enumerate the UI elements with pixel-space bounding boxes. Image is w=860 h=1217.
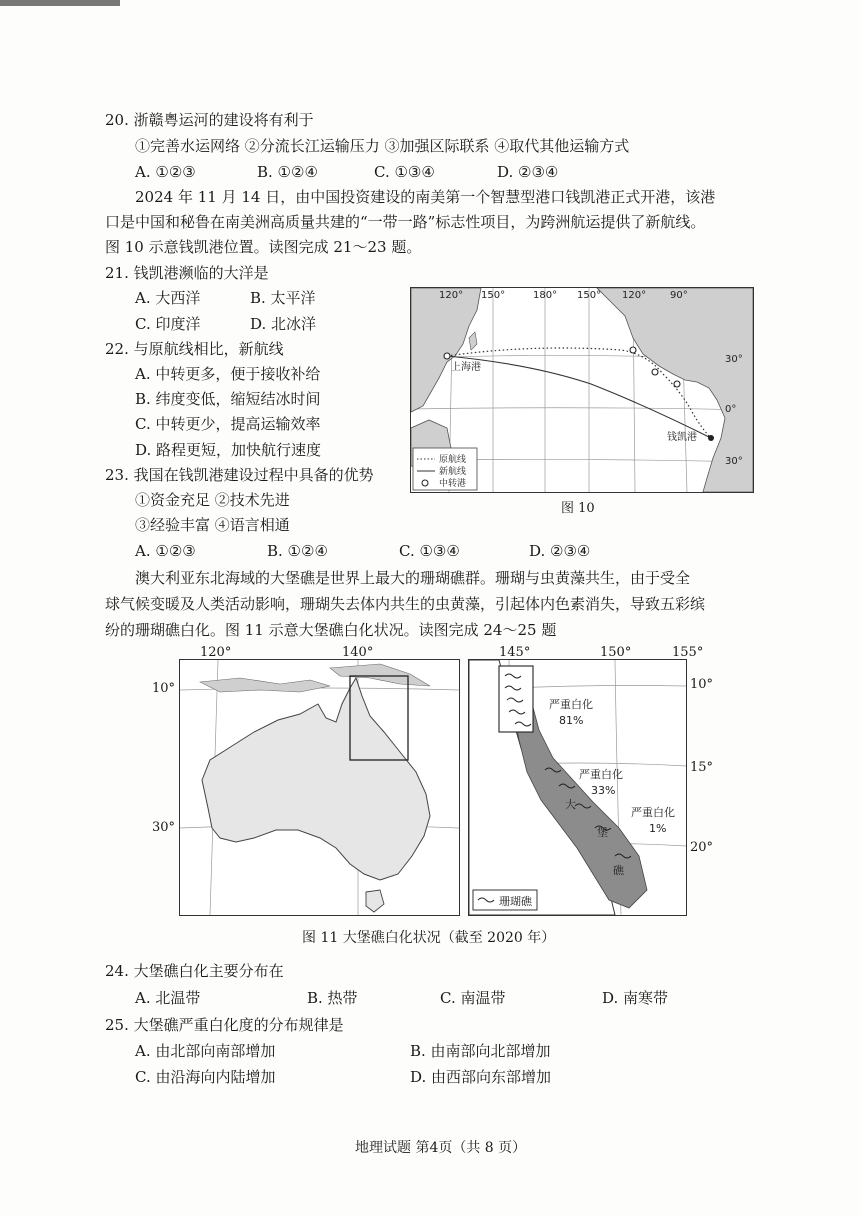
q22-stem: 22. 与原航线相比，新航线	[105, 340, 284, 358]
q24-option-d: D. 南寒带	[602, 989, 669, 1007]
fig11-bleach-pct-middle: 33%	[591, 784, 616, 797]
fig10-legend-transit-port: 中转港	[439, 479, 467, 489]
q20-option-d: D. ②③④	[497, 163, 559, 181]
q23-option-c: C. ①③④	[399, 542, 460, 560]
q23-stem: 23. 我国在钱凯港建设过程中具备的优势	[105, 466, 374, 484]
q20-option-b: B. ①②④	[257, 163, 318, 181]
q25-option-a: A. 由北部向南部增加	[135, 1042, 276, 1060]
fig11-reef-char-2: 堡	[597, 826, 608, 839]
q21-option-d: D. 北冰洋	[250, 315, 317, 333]
fig11-legend-reef: 珊瑚礁	[499, 895, 532, 908]
fig11-left-lon-140: 140°	[342, 645, 374, 660]
q22-option-b: B. 纬度变低，缩短结冰时间	[135, 390, 321, 408]
q25-option-b: B. 由南部向北部增加	[410, 1042, 551, 1060]
q20-option-a: A. ①②③	[135, 163, 196, 181]
passage2-line1: 澳大利亚东北海域的大堡礁是世界上最大的珊瑚礁群。珊瑚与虫黄藻共生，由于受全	[135, 569, 691, 587]
fig10-lat-label: 30°	[725, 456, 743, 467]
fig11-right-lat-20: 20°	[690, 840, 714, 855]
fig11-right-lat-10: 10°	[690, 677, 714, 692]
fig11-right-lat-15: 15°	[690, 760, 714, 775]
passage1-line2: 口是中国和秘鲁在南美洲高质量共建的“一带一路”标志性项目，为跨洲航运提供了新航线。	[105, 213, 706, 231]
q20-option-c: C. ①③④	[374, 163, 435, 181]
q21-option-c: C. 印度洋	[135, 315, 201, 333]
q25-option-c: C. 由沿海向内陆增加	[135, 1068, 276, 1086]
fig11-left-lon-120: 120°	[200, 645, 232, 660]
fig10-lat-label: 30°	[725, 354, 743, 365]
fig10-place-qiankai: 钱凯港	[667, 432, 697, 443]
fig10-lon-label: 180°	[533, 290, 558, 301]
figure10-map	[410, 287, 754, 493]
q24-option-a: A. 北温带	[135, 989, 201, 1007]
figure11-reef-map	[468, 659, 687, 916]
fig10-legend-old-route: 原航线	[439, 455, 467, 465]
q25-stem: 25. 大堡礁严重白化度的分布规律是	[105, 1016, 344, 1034]
q23-items-line1: ①资金充足 ②技术先进	[135, 491, 290, 509]
q21-option-a: A. 大西洋	[135, 289, 201, 307]
q20-stem: 20. 浙赣粤运河的建设将有利于	[105, 111, 314, 129]
passage1-line3: 图 10 示意钱凯港位置。读图完成 21～23 题。	[105, 238, 422, 256]
fig11-left-lat-10: 10°	[152, 681, 176, 696]
q22-option-c: C. 中转更少，提高运输效率	[135, 415, 321, 433]
fig11-right-lon-145: 145°	[499, 645, 531, 660]
fig11-left-lat-30: 30°	[152, 820, 176, 835]
figure10-svg	[411, 288, 753, 492]
fig11-bleach-label-middle: 严重白化	[579, 768, 623, 781]
figure10-caption: 图 10	[561, 501, 595, 516]
q21-option-b: B. 太平洋	[250, 289, 316, 307]
fig10-lat-label: 0°	[725, 404, 737, 415]
fig11-reef-char-1: 大	[565, 798, 576, 811]
q24-option-b: B. 热带	[307, 989, 358, 1007]
passage2-line3: 纷的珊瑚礁白化。图 11 示意大堡礁白化状况。读图完成 24～25 题	[105, 621, 557, 639]
fig11-bleach-label-south: 严重白化	[631, 806, 675, 819]
q23-option-a: A. ①②③	[135, 542, 196, 560]
fig10-lon-label: 150°	[481, 290, 506, 301]
q24-stem: 24. 大堡礁白化主要分布在	[105, 962, 284, 980]
fig10-lon-label: 90°	[670, 290, 688, 301]
figure11-left-svg	[180, 660, 459, 915]
q24-option-c: C. 南温带	[440, 989, 506, 1007]
q23-option-b: B. ①②④	[267, 542, 328, 560]
figure11-australia-map	[179, 659, 460, 916]
figure11-right-svg	[469, 660, 686, 915]
fig10-lon-label: 120°	[622, 290, 647, 301]
passage1-line1: 2024 年 11 月 14 日，由中国投资建设的南美第一个智慧型港口钱凯港正式开港，该港	[135, 188, 716, 206]
fig11-bleach-label-north: 严重白化	[549, 698, 593, 711]
fig10-legend-new-route: 新航线	[439, 467, 467, 477]
passage2-line2: 球气候变暖及人类活动影响，珊瑚失去体内共生的虫黄藻，引起体内色素消失，导致五彩缤	[105, 595, 706, 613]
q23-option-d: D. ②③④	[529, 542, 591, 560]
scan-corner-mark	[0, 0, 120, 6]
q21-stem: 21. 钱凯港濒临的大洋是	[105, 264, 269, 282]
fig11-bleach-pct-south: 1%	[649, 822, 667, 835]
fig11-bleach-pct-north: 81%	[559, 714, 584, 727]
fig10-place-shanghai: 上海港	[451, 362, 481, 373]
fig11-right-lon-155: 155°	[672, 645, 704, 660]
fig10-lon-label: 120°	[439, 290, 464, 301]
q20-items: ①完善水运网络 ②分流长江运输压力 ③加强区际联系 ④取代其他运输方式	[135, 137, 630, 155]
fig10-lon-label: 150°	[577, 290, 602, 301]
q23-items-line2: ③经验丰富 ④语言相通	[135, 516, 290, 534]
q25-option-d: D. 由西部向东部增加	[410, 1068, 552, 1086]
fig11-reef-char-3: 礁	[613, 864, 624, 877]
q22-option-a: A. 中转更多，便于接收补给	[135, 365, 321, 383]
fig11-right-lon-150: 150°	[600, 645, 632, 660]
page-footer: 地理试题 第4页（共 8 页）	[355, 1140, 527, 1156]
figure11-caption: 图 11 大堡礁白化状况（截至 2020 年）	[302, 930, 556, 946]
q22-option-d: D. 路程更短，加快航行速度	[135, 441, 322, 459]
